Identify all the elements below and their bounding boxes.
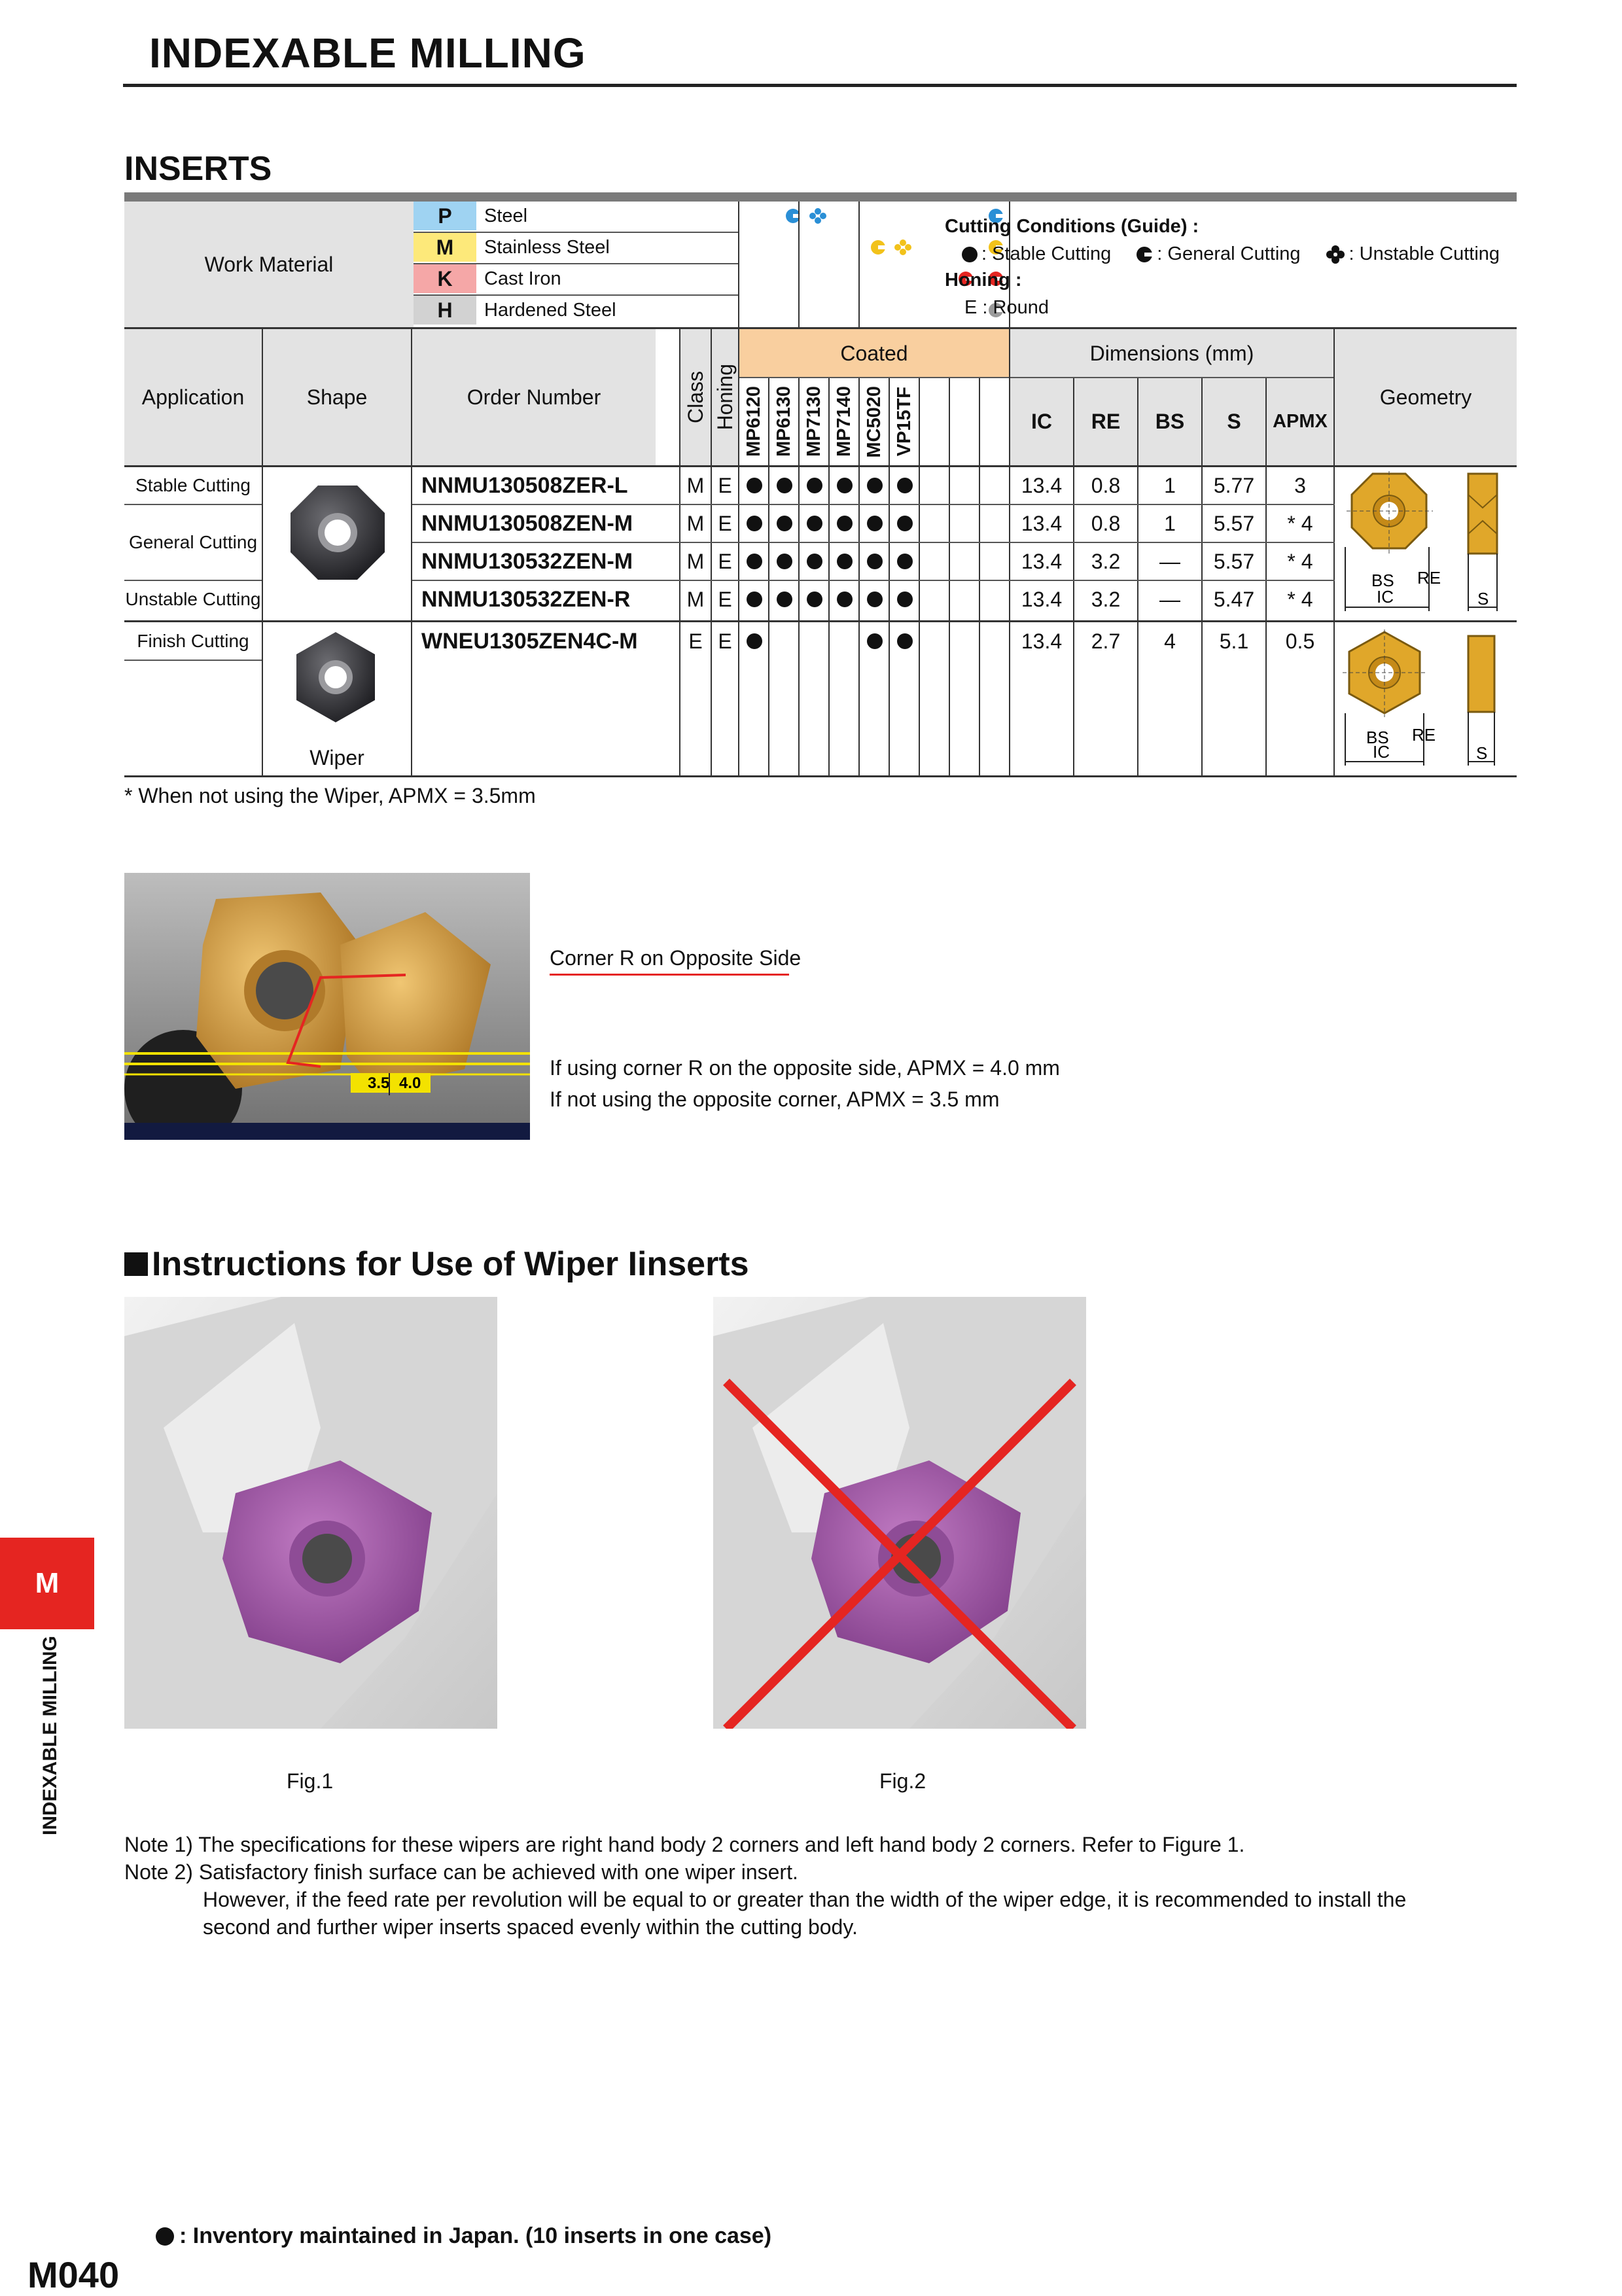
- stock-dot-icon: [800, 505, 830, 542]
- fig2-caption: Fig.2: [879, 1769, 926, 1793]
- corner-text-2: If not using the opposite corner, APMX = 3.5 mm: [550, 1087, 1000, 1111]
- geometry-drawing-nnmu: [1340, 468, 1517, 620]
- stock-dot-icon: [747, 554, 762, 569]
- stock-dot-icon: [860, 543, 890, 580]
- stock-dot-icon: [739, 505, 769, 542]
- instructions-title-text: Instructions for Use of Wiper Iinserts: [152, 1245, 749, 1283]
- stock-dot-icon: [777, 554, 792, 569]
- material-name-hardened: Hardened Steel: [484, 299, 616, 321]
- header-s: S: [1203, 378, 1265, 465]
- stock-dot-icon: [769, 581, 800, 618]
- stock-dot-icon: [769, 543, 800, 580]
- dim-s: 5.47: [1213, 587, 1255, 611]
- grade-mp7140: MP7140: [833, 386, 855, 457]
- stock-dot-icon: [867, 478, 883, 493]
- stock-dot-icon: [867, 592, 883, 607]
- note-2-cont-2: second and further wiper inserts spaced evenly within the cutting body.: [203, 1915, 858, 1939]
- callout-underline: [550, 974, 789, 976]
- legend-honing-value: E : Round: [964, 297, 1049, 318]
- side-label: [39, 1636, 68, 1852]
- stock-dot-icon: [830, 581, 860, 618]
- honing-value: E: [718, 511, 732, 535]
- dim-bs: 1: [1164, 473, 1176, 497]
- grade-mp6120: MP6120: [743, 386, 764, 457]
- material-letter-k: K: [414, 264, 476, 293]
- class-value: E: [688, 629, 703, 653]
- stock-dot-icon: [807, 554, 822, 569]
- stock-dot-icon: [890, 623, 920, 660]
- stock-dot-icon: [777, 478, 792, 493]
- fig1-caption: Fig.1: [287, 1769, 334, 1793]
- class-value: M: [686, 587, 705, 611]
- legend-title: Cutting Conditions (Guide) :: [945, 216, 1199, 237]
- note-1: Note 1) The specifications for these wipers are right hand body 2 corners and left hand body 2 corners. Refer to Figure 1.: [124, 1833, 1245, 1856]
- dim-apmx: 0.5: [1285, 629, 1315, 653]
- stock-dot-icon: [890, 581, 920, 618]
- stock-dot-icon: [867, 633, 883, 649]
- stock-dot-icon: [156, 2227, 174, 2246]
- legend-stable: : Stable Cutting: [981, 243, 1112, 264]
- grade-mp7130: MP7130: [803, 386, 824, 457]
- side-label-text: INDEXABLE MILLING: [39, 1636, 61, 1835]
- order-number: NNMU130508ZEN-M: [421, 510, 633, 536]
- legend-general: : General Cutting: [1157, 243, 1301, 264]
- header-shape: Shape: [263, 329, 411, 465]
- material-name-cast-iron: Cast Iron: [484, 268, 561, 289]
- instructions-title: [124, 1245, 749, 1284]
- dim-bs: 1: [1164, 511, 1176, 535]
- insert-shape-octagon: [285, 480, 390, 585]
- dim-s: 5.77: [1213, 473, 1255, 497]
- stock-dot-icon: [739, 581, 769, 618]
- stock-dot-icon: [777, 516, 792, 531]
- dim-4-0: 4.0: [399, 1074, 421, 1092]
- dim-s: 5.57: [1213, 549, 1255, 573]
- stock-dot-icon: [830, 467, 860, 504]
- note-2-cont-1: However, if the feed rate per revolution will be equal to or greater than the width of the wiper edge, it is recommended to install the: [203, 1888, 1407, 1911]
- header-coated: Coated: [739, 329, 1009, 378]
- honing-value: E: [718, 473, 732, 497]
- stock-dot-icon: [837, 516, 853, 531]
- stock-dot-icon: [897, 478, 913, 493]
- dim-re: 0.8: [1091, 473, 1121, 497]
- dim-3-5: 3.5: [368, 1074, 390, 1092]
- stock-dot-icon: [800, 467, 830, 504]
- header-honing-cell: [712, 329, 738, 465]
- insert-shape-wiper: [287, 628, 385, 726]
- material-letter-h: H: [414, 296, 476, 325]
- header-dimensions: Dimensions (mm): [1010, 329, 1333, 378]
- section-tab-m[interactable]: M: [0, 1538, 94, 1629]
- unstable-cutting-icon: [809, 208, 826, 224]
- stock-dot-icon: [897, 592, 913, 607]
- geometry-drawing-wneu: [1340, 628, 1517, 773]
- stock-dot-icon: [837, 478, 853, 493]
- grade-mc5020: MC5020: [863, 385, 885, 458]
- stock-dot-icon: [777, 592, 792, 607]
- dim-bs: —: [1159, 587, 1180, 611]
- title-square-icon: [124, 1252, 148, 1276]
- dim-re: 3.2: [1091, 587, 1121, 611]
- dim-s: 5.57: [1213, 511, 1255, 535]
- footer-note: [156, 2223, 771, 2249]
- dim-apmx: * 4: [1287, 587, 1313, 611]
- material-name-steel: Steel: [484, 205, 528, 226]
- stock-dot-icon: [747, 478, 762, 493]
- order-number: NNMU130508ZER-L: [421, 472, 628, 498]
- stock-dot-icon: [890, 505, 920, 542]
- header-class-cell: [680, 329, 711, 465]
- shape-wiper-label: Wiper: [309, 746, 364, 769]
- geom-re-label: RE: [1412, 725, 1436, 745]
- stock-dot-icon: [860, 505, 890, 542]
- application-finish: Finish Cutting: [137, 631, 249, 651]
- dim-s: 5.1: [1219, 629, 1249, 653]
- geom-ic-label: IC: [1377, 587, 1394, 607]
- material-letter-p: P: [414, 202, 476, 230]
- class-value: M: [686, 549, 705, 573]
- dim-bs: 4: [1164, 629, 1176, 653]
- stock-dot-icon: [747, 592, 762, 607]
- stock-dot-icon: [867, 554, 883, 569]
- header-bs: BS: [1138, 378, 1201, 465]
- geom-s-label: S: [1477, 589, 1489, 609]
- stock-dot-icon: [867, 516, 883, 531]
- dim-ic: 13.4: [1021, 587, 1063, 611]
- stock-dot-icon: [897, 516, 913, 531]
- stock-dot-icon: [830, 505, 860, 542]
- section-title: INSERTS: [124, 150, 272, 188]
- stock-dot-icon: [769, 467, 800, 504]
- section-bar: [124, 192, 1517, 202]
- stock-dot-icon: [860, 467, 890, 504]
- geom-bs-label: BS: [1366, 728, 1389, 747]
- stock-dot-icon: [769, 505, 800, 542]
- stock-dot-icon: [739, 623, 769, 660]
- honing-value: E: [718, 587, 732, 611]
- inserts-table: [124, 202, 1517, 777]
- corner-r-figure: [124, 873, 530, 1140]
- work-material-label: Work Material: [124, 202, 414, 327]
- note-2: Note 2) Satisfactory finish surface can be achieved with one wiper insert.: [124, 1860, 798, 1884]
- stock-dot-icon: [747, 633, 762, 649]
- stock-dot-icon: [897, 633, 913, 649]
- stock-dot-icon: [800, 543, 830, 580]
- footer-note-text: : Inventory maintained in Japan. (10 inserts in one case): [179, 2223, 772, 2248]
- stock-dot-icon: [807, 516, 822, 531]
- stock-dot-icon: [747, 516, 762, 531]
- page-header-title: INDEXABLE MILLING: [149, 29, 586, 77]
- header-rule: [123, 84, 1517, 87]
- class-value: M: [686, 473, 705, 497]
- header-order-number: Order Number: [412, 329, 656, 465]
- grade-mp6130: MP6130: [773, 386, 794, 457]
- dim-ic: 13.4: [1021, 511, 1063, 535]
- apmx-footnote: * When not using the Wiper, APMX = 3.5mm: [124, 784, 536, 807]
- order-number: NNMU130532ZEN-R: [421, 586, 631, 612]
- fig2-image: [713, 1297, 1086, 1729]
- stock-dot-icon: [830, 543, 860, 580]
- order-number: WNEU1305ZEN4C-M: [421, 628, 638, 654]
- stock-dot-icon: [860, 581, 890, 618]
- stock-dot-icon: [890, 467, 920, 504]
- stock-dot-icon: [807, 592, 822, 607]
- application-unstable: Unstable Cutting: [125, 589, 261, 609]
- page-number: M040: [27, 2254, 120, 2295]
- geom-re-label: RE: [1417, 568, 1441, 588]
- dim-re: 0.8: [1091, 511, 1121, 535]
- class-value: M: [686, 511, 705, 535]
- header-class: Class: [683, 370, 707, 423]
- application-stable: Stable Cutting: [135, 475, 251, 495]
- honing-value: E: [718, 629, 732, 653]
- unstable-cutting-icon: [1326, 245, 1345, 264]
- corner-text-1: If using corner R on the opposite side, APMX = 4.0 mm: [550, 1056, 1060, 1080]
- dim-ic: 13.4: [1021, 473, 1063, 497]
- dim-re: 3.2: [1091, 549, 1121, 573]
- stock-dot-icon: [739, 543, 769, 580]
- header-honing: Honing: [713, 364, 737, 431]
- header-application: Application: [124, 329, 262, 465]
- geom-ic-label: IC: [1373, 742, 1390, 762]
- unstable-cutting-icon: [894, 239, 911, 255]
- order-number: NNMU130532ZEN-M: [421, 548, 633, 574]
- header-re: RE: [1074, 378, 1137, 465]
- material-letter-m: M: [414, 233, 476, 262]
- material-name-stainless: Stainless Steel: [484, 236, 610, 258]
- stock-dot-icon: [837, 592, 853, 607]
- header-ic: IC: [1010, 378, 1073, 465]
- stock-dot-icon: [800, 581, 830, 618]
- stock-dot-icon: [837, 554, 853, 569]
- grade-vp15tf: VP15TF: [893, 387, 915, 457]
- legend-unstable: : Unstable Cutting: [1349, 243, 1500, 264]
- fig1-image: [124, 1297, 497, 1729]
- dim-apmx: * 4: [1287, 511, 1313, 535]
- geom-s-label: S: [1476, 743, 1488, 763]
- stock-dot-icon: [860, 623, 890, 660]
- stable-cutting-icon: [962, 247, 978, 262]
- dim-apmx: 3: [1294, 473, 1306, 497]
- general-cutting-icon: [871, 240, 886, 255]
- stock-dot-icon: [807, 478, 822, 493]
- stock-dot-icon: [739, 467, 769, 504]
- dim-ic: 13.4: [1021, 549, 1063, 573]
- dim-apmx: * 4: [1287, 549, 1313, 573]
- dim-re: 2.7: [1091, 629, 1121, 653]
- honing-value: E: [718, 549, 732, 573]
- general-cutting-icon: [1136, 246, 1153, 263]
- header-geometry: Geometry: [1335, 329, 1517, 465]
- stock-dot-icon: [897, 554, 913, 569]
- application-general: General Cutting: [128, 532, 258, 552]
- legend-conditions: [962, 243, 1500, 265]
- corner-callout: Corner R on Opposite Side: [550, 946, 802, 970]
- dim-ic: 13.4: [1021, 629, 1063, 653]
- geom-bs-label: BS: [1371, 571, 1394, 590]
- header-apmx: APMX: [1267, 378, 1333, 465]
- legend-honing-title: Honing :: [945, 270, 1022, 291]
- stock-dot-icon: [890, 543, 920, 580]
- dim-bs: —: [1159, 549, 1180, 573]
